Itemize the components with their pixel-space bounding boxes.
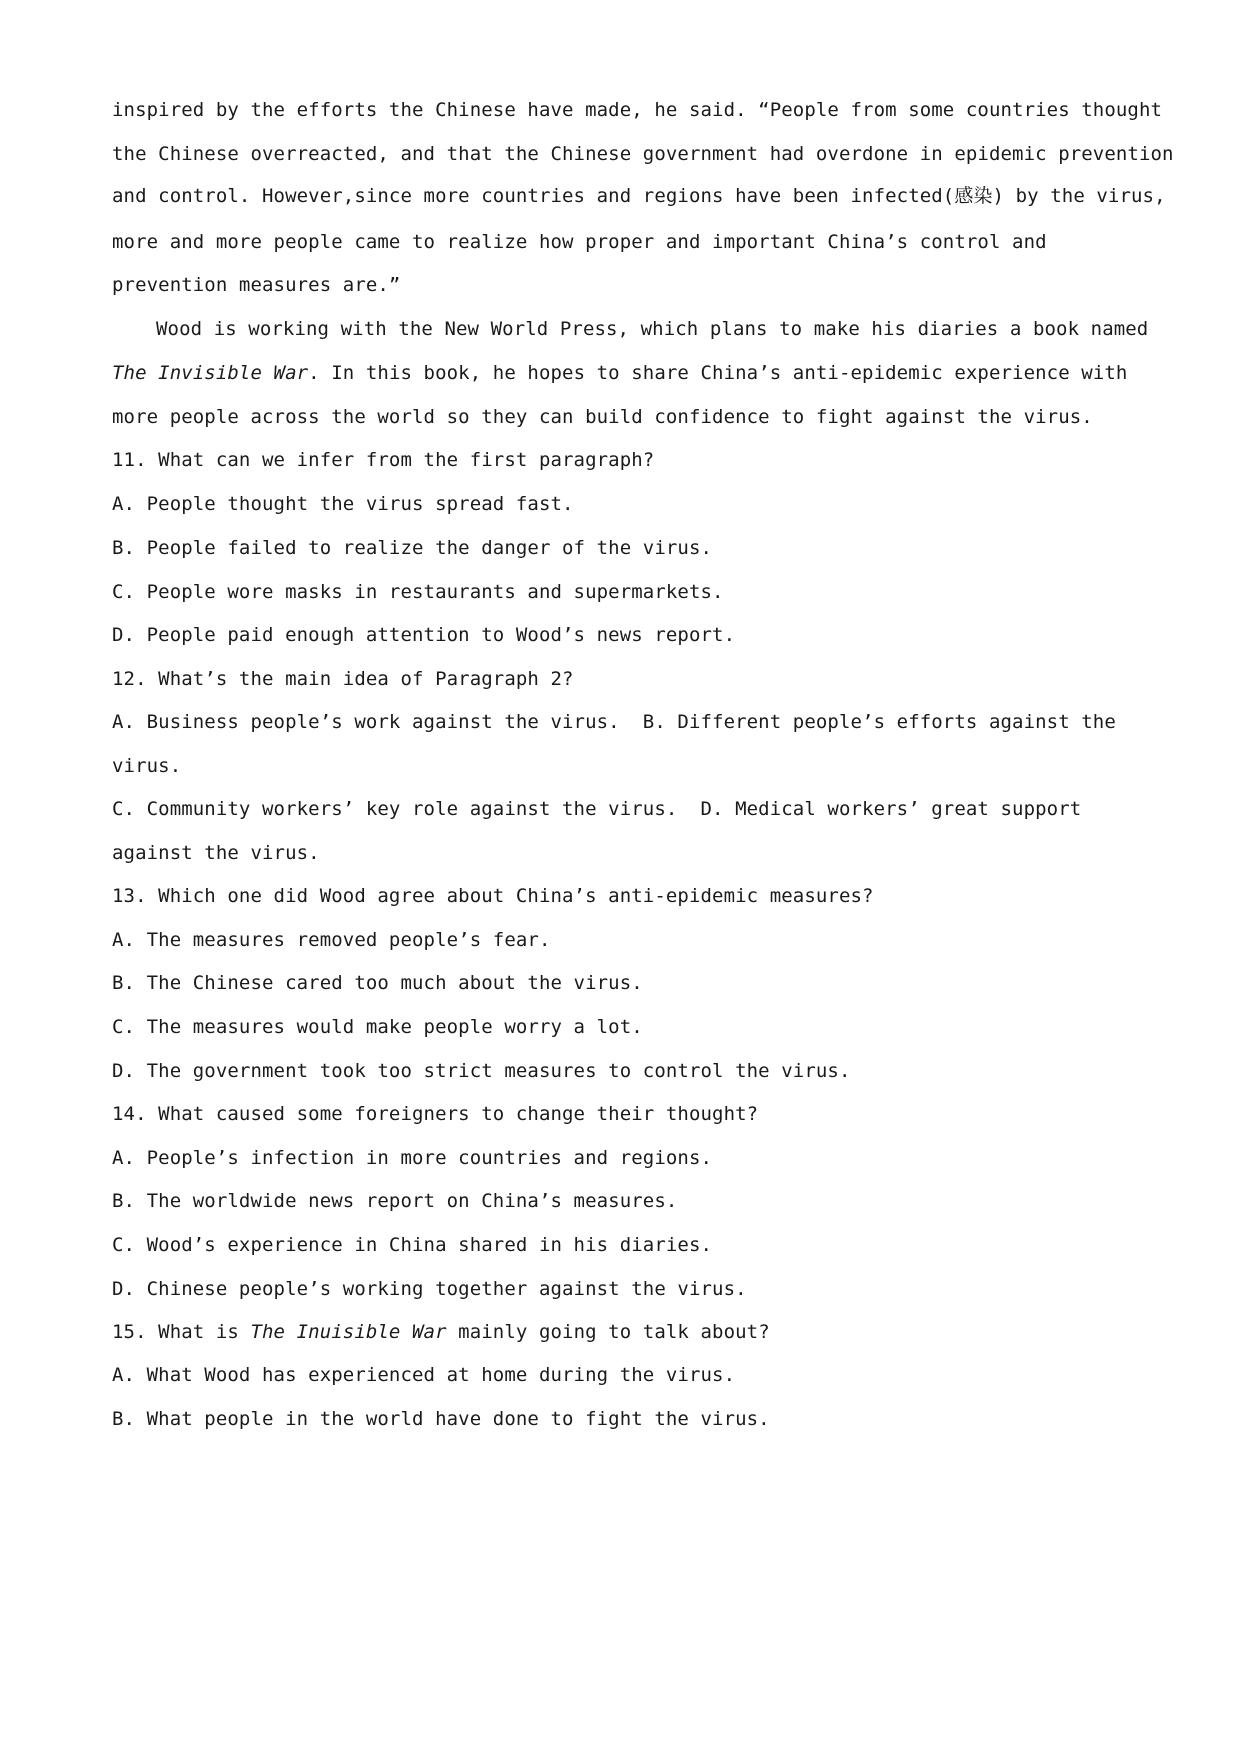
answer-option: A. What Wood has experienced at home during the virus. xyxy=(112,1364,736,1386)
question-stem xyxy=(112,1320,770,1344)
answer-option: C. Wood’s experience in China shared in his diaries. xyxy=(112,1234,713,1256)
answer-option: against the virus. xyxy=(112,842,320,864)
book-title: The Invisible War xyxy=(112,362,309,384)
question-stem: 13. Which one did Wood agree about China’s anti-epidemic measures? xyxy=(112,885,874,907)
answer-option: D. Chinese people’s working together against the virus. xyxy=(112,1278,747,1300)
answer-option: A. People’s infection in more countries and regions. xyxy=(112,1147,713,1169)
answer-option: B. The worldwide news report on China’s measures. xyxy=(112,1190,678,1212)
question-text: mainly going to talk about? xyxy=(446,1321,770,1343)
question-stem: 12. What’s the main idea of Paragraph 2? xyxy=(112,668,574,690)
passage-line: and control. However,since more countries and regions have been infected(感染) by the virus, xyxy=(112,185,1166,207)
passage-text: . In this book, he hopes to share China’s anti-epidemic experience with xyxy=(308,362,1128,384)
answer-option: A. People thought the virus spread fast. xyxy=(112,493,574,515)
answer-option: A. The measures removed people’s fear. xyxy=(112,929,551,951)
question-text: 15. What is xyxy=(112,1321,251,1343)
answer-option: B. The Chinese cared too much about the virus. xyxy=(112,972,643,994)
answer-option: C. The measures would make people worry a lot. xyxy=(112,1016,643,1038)
answer-option: D. The government took too strict measures to control the virus. xyxy=(112,1060,851,1082)
passage-line: inspired by the efforts the Chinese have made, he said. “People from some countries thought xyxy=(112,99,1163,121)
answer-option: virus. xyxy=(112,755,182,777)
passage-line: more and more people came to realize how proper and important China’s control and xyxy=(112,231,1047,253)
passage-line: the Chinese overreacted, and that the Chinese government had overdone in epidemic prevention xyxy=(112,143,1174,165)
passage-line: more people across the world so they can build confidence to fight against the virus. xyxy=(112,406,1093,428)
answer-option: D. People paid enough attention to Wood’s news report. xyxy=(112,624,736,646)
question-stem: 11. What can we infer from the first paragraph? xyxy=(112,449,655,471)
passage-line: Wood is working with the New World Press, which plans to make his diaries a book named xyxy=(156,318,1149,340)
answer-option: B. What people in the world have done to fight the virus. xyxy=(112,1408,770,1430)
passage-line: prevention measures are.” xyxy=(112,274,401,296)
passage-line xyxy=(112,361,1127,385)
answer-option: A. Business people’s work against the virus. B. Different people’s efforts against the xyxy=(112,711,1116,733)
book-title: The Inuisible War xyxy=(250,1321,447,1343)
answer-option: C. People wore masks in restaurants and supermarkets. xyxy=(112,581,724,603)
question-stem: 14. What caused some foreigners to change their thought? xyxy=(112,1103,759,1125)
answer-option: C. Community workers’ key role against the virus. D. Medical workers’ great support xyxy=(112,798,1082,820)
answer-option: B. People failed to realize the danger of the virus. xyxy=(112,537,713,559)
